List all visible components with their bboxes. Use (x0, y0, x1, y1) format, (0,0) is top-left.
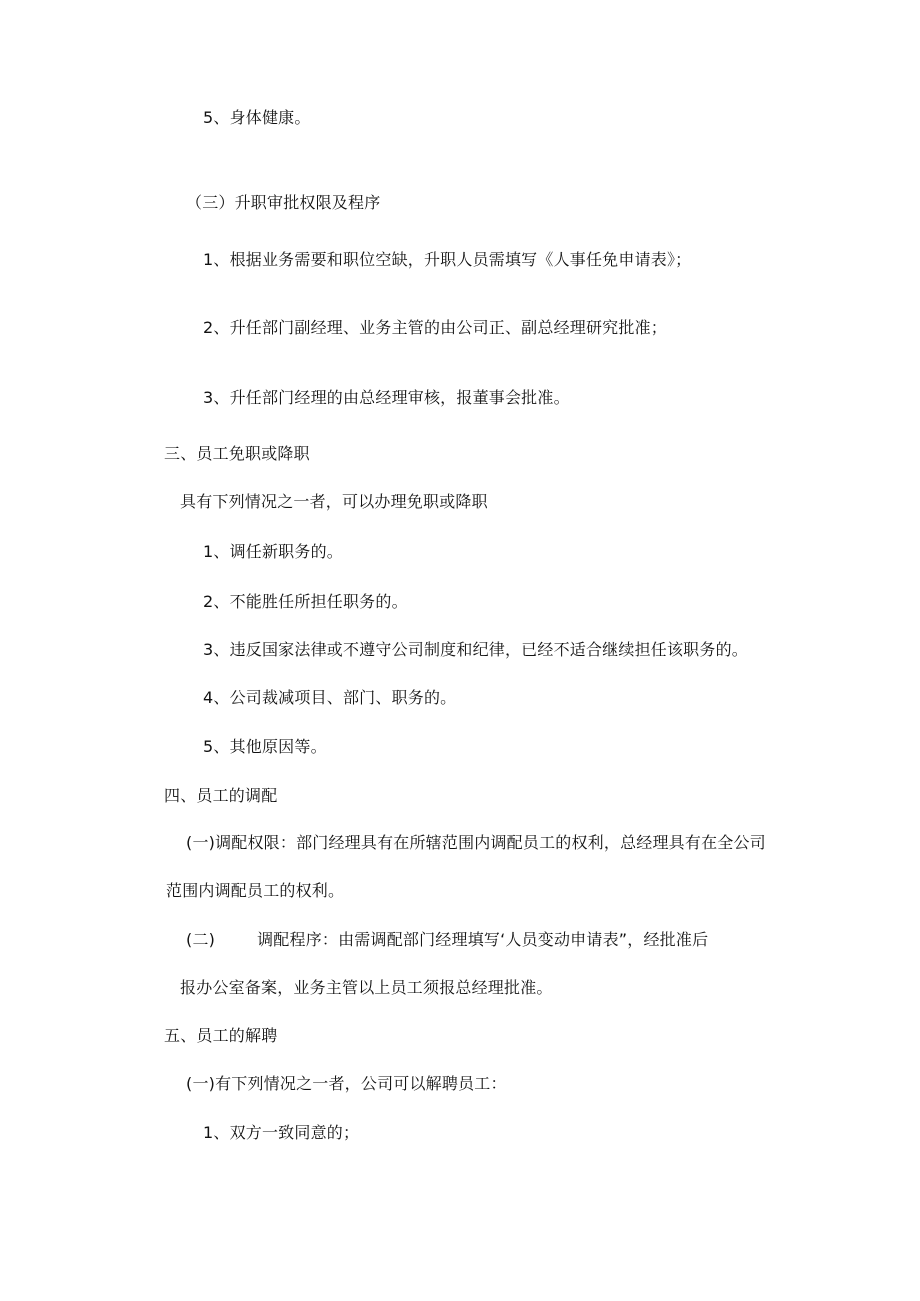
list-item: 5、其他原因等。 (203, 737, 327, 756)
list-item: 1、双方一致同意的； (203, 1123, 360, 1142)
sub-item-number: (二) (186, 930, 216, 949)
section-heading: 五、员工的解聘 (164, 1026, 278, 1045)
list-item: 2、不能胜任所担任职务的。 (203, 592, 408, 611)
paragraph: 具有下列情况之一者，可以办理免职或降职 (180, 492, 488, 511)
paragraph-text: 调配程序：由需调配部门经理填写‘人员变动申请表”，经批准后 (257, 930, 709, 949)
list-item: 3、升任部门经理的由总经理审核，报董事会批准。 (203, 388, 570, 407)
list-item: 4、公司裁减项目、部门、职务的。 (203, 688, 457, 707)
section-heading: 四、员工的调配 (164, 786, 278, 805)
section-heading: （三）升职审批权限及程序 (186, 193, 381, 212)
list-item: 1、调任新职务的。 (203, 542, 343, 561)
paragraph-line (186, 929, 708, 951)
list-item: 3、违反国家法律或不遵守公司制度和纪律，已经不适合继续担任该职务的。 (203, 640, 748, 659)
section-heading: 三、员工免职或降职 (164, 444, 310, 463)
paragraph: (一)调配权限：部门经理具有在所辖范围内调配员工的权利，总经理具有在全公司 (186, 833, 766, 852)
list-item: 5、身体健康。 (203, 108, 311, 127)
paragraph: (一)有下列情况之一者，公司可以解聘员工： (186, 1074, 507, 1093)
list-item: 1、根据业务需要和职位空缺，升职人员需填写《人事任免申请表》； (203, 250, 692, 269)
list-item: 2、升任部门副经理、业务主管的由公司正、副总经理研究批准； (203, 318, 667, 337)
paragraph: 报办公室备案，业务主管以上员工须报总经理批准。 (180, 978, 553, 997)
paragraph: 范围内调配员工的权利。 (166, 881, 345, 900)
